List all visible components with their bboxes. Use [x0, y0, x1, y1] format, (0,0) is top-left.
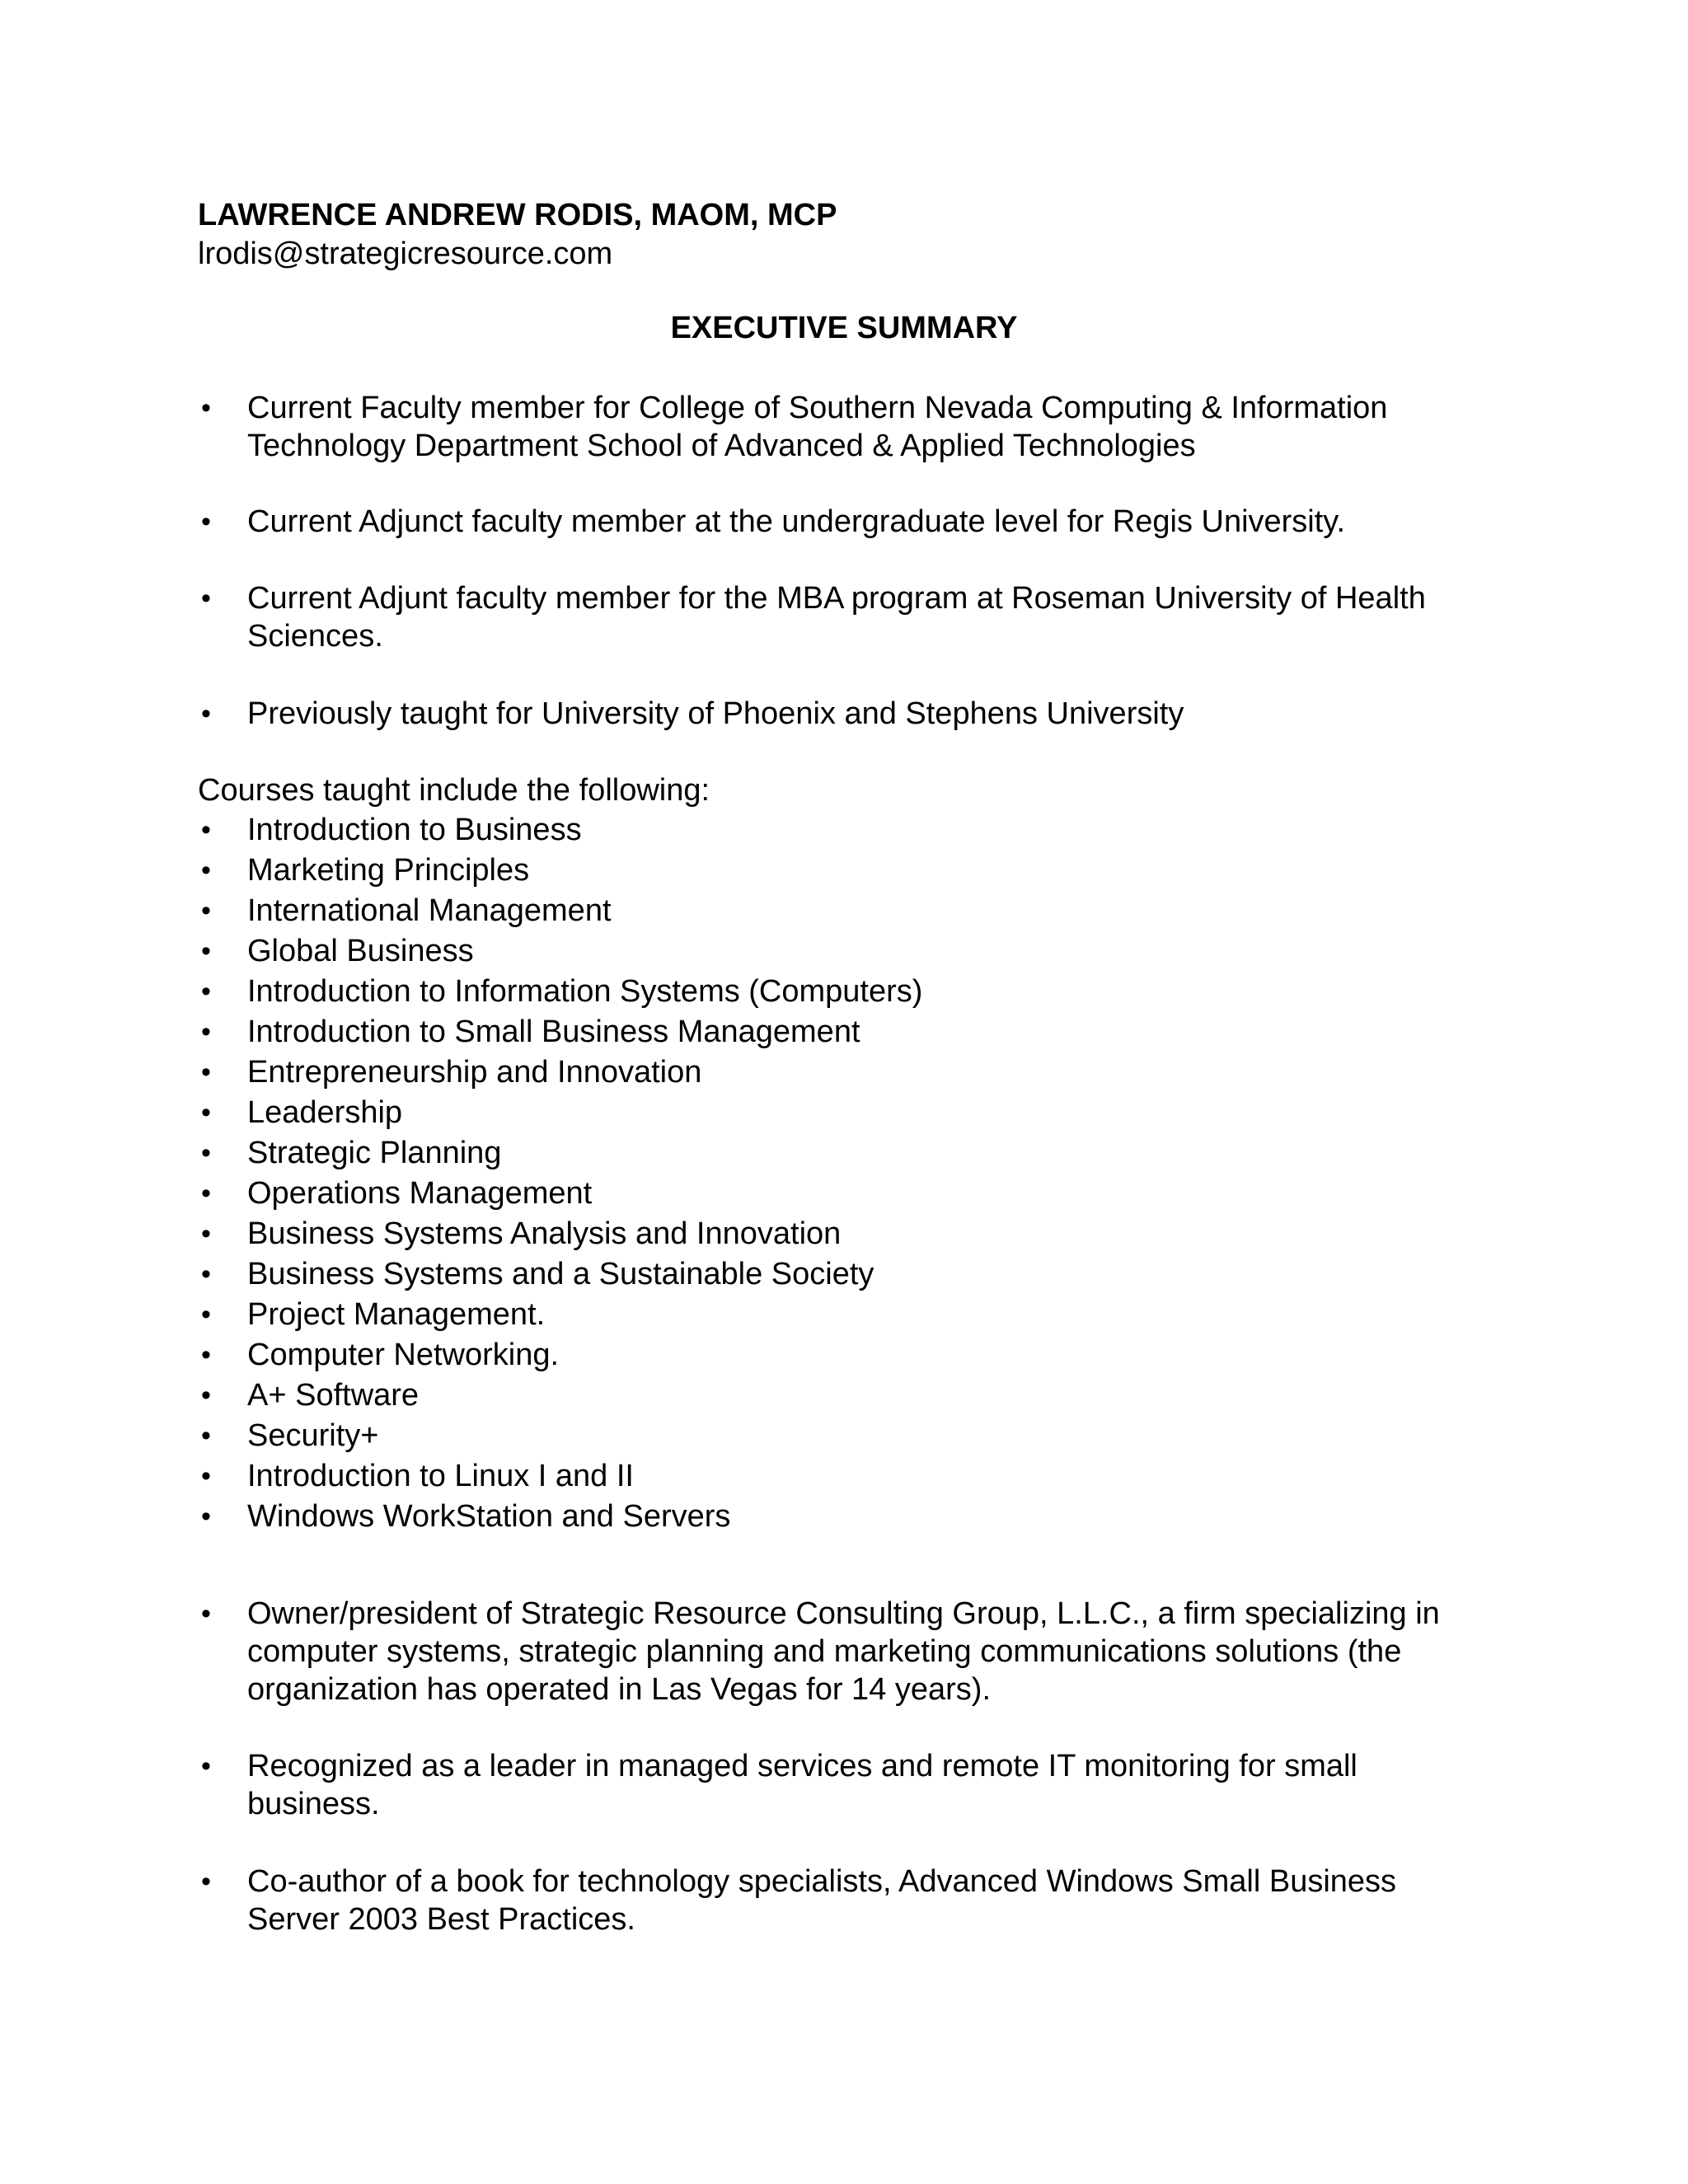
- summary-bullet-text: Current Faculty member for College of Southern Nevada Computing & Information Technology Department School of Advanced & Applied Technologies: [247, 391, 1388, 463]
- summary-bullet-text: Previously taught for University of Phoenix and Stephens University: [247, 696, 1184, 731]
- bullet-icon: •: [201, 392, 211, 424]
- bullet-icon: •: [201, 855, 211, 886]
- bullet-icon: •: [201, 976, 211, 1007]
- additional-bullet-text: Recognized as a leader in managed services and remote IT monitoring for small business.: [247, 1749, 1357, 1821]
- course-item-text: Strategic Planning: [247, 1136, 502, 1170]
- additional-bullet-text: Co-author of a book for technology specialists, Advanced Windows Small Business Server 2003 Best Practices.: [247, 1864, 1397, 1937]
- course-item-text: Leadership: [247, 1095, 403, 1130]
- course-item-text: Operations Management: [247, 1176, 593, 1211]
- course-item-text: Project Management.: [247, 1297, 546, 1332]
- bullet-icon: •: [201, 1501, 211, 1532]
- bullet-icon: •: [201, 1460, 211, 1492]
- bullet-icon: •: [201, 506, 211, 537]
- bullet-icon: •: [201, 895, 211, 926]
- course-item-text: A+ Software: [247, 1378, 420, 1413]
- bullet-icon: •: [201, 814, 211, 846]
- candidate-name: LAWRENCE ANDREW RODIS, MAOM, MCP: [198, 198, 837, 232]
- bullet-icon: •: [201, 1218, 211, 1249]
- summary-bullet-text: Current Adjunct faculty member at the undergraduate level for Regis University.: [247, 504, 1346, 539]
- bullet-icon: •: [201, 1178, 211, 1209]
- course-item-text: Introduction to Business: [247, 813, 582, 847]
- course-item-text: Global Business: [247, 934, 474, 968]
- course-item-text: Windows WorkStation and Servers: [247, 1499, 731, 1534]
- bullet-icon: •: [201, 1299, 211, 1330]
- bullet-icon: •: [201, 1866, 211, 1897]
- course-item-text: Business Systems Analysis and Innovation: [247, 1216, 842, 1251]
- bullet-icon: •: [201, 1598, 211, 1629]
- course-item-text: Computer Networking.: [247, 1338, 560, 1372]
- bullet-icon: •: [201, 1750, 211, 1782]
- course-item-text: Introduction to Linux I and II: [247, 1459, 634, 1493]
- bullet-icon: •: [201, 935, 211, 967]
- bullet-icon: •: [201, 1420, 211, 1451]
- course-item-text: Entrepreneurship and Innovation: [247, 1055, 702, 1090]
- course-item-text: Introduction to Information Systems (Computers): [247, 974, 923, 1009]
- bullet-icon: •: [201, 1339, 211, 1371]
- course-item-text: Marketing Principles: [247, 853, 530, 888]
- course-item-text: Security+: [247, 1418, 379, 1453]
- bullet-icon: •: [201, 1258, 211, 1290]
- course-item-text: Business Systems and a Sustainable Society: [247, 1257, 874, 1291]
- course-item-text: International Management: [247, 893, 612, 928]
- bullet-icon: •: [201, 1057, 211, 1088]
- bullet-icon: •: [201, 1016, 211, 1047]
- courses-label: Courses taught include the following:: [198, 773, 710, 808]
- candidate-email[interactable]: lrodis@strategicresource.com: [198, 237, 613, 271]
- bullet-icon: •: [201, 1137, 211, 1169]
- summary-bullet-text: Current Adjunt faculty member for the MBA program at Roseman University of Health Sciences.: [247, 581, 1426, 654]
- bullet-icon: •: [201, 583, 211, 614]
- bullet-icon: •: [201, 1380, 211, 1411]
- section-title: EXECUTIVE SUMMARY: [670, 311, 1018, 345]
- course-item-text: Introduction to Small Business Management: [247, 1015, 860, 1049]
- additional-bullet-text: Owner/president of Strategic Resource Consulting Group, L.L.C., a firm specializing in computer systems, strategic planning and marketing communications solutions (the organization has operated in Las Vegas for 14 years).: [247, 1596, 1440, 1707]
- bullet-icon: •: [201, 698, 211, 729]
- bullet-icon: •: [201, 1097, 211, 1128]
